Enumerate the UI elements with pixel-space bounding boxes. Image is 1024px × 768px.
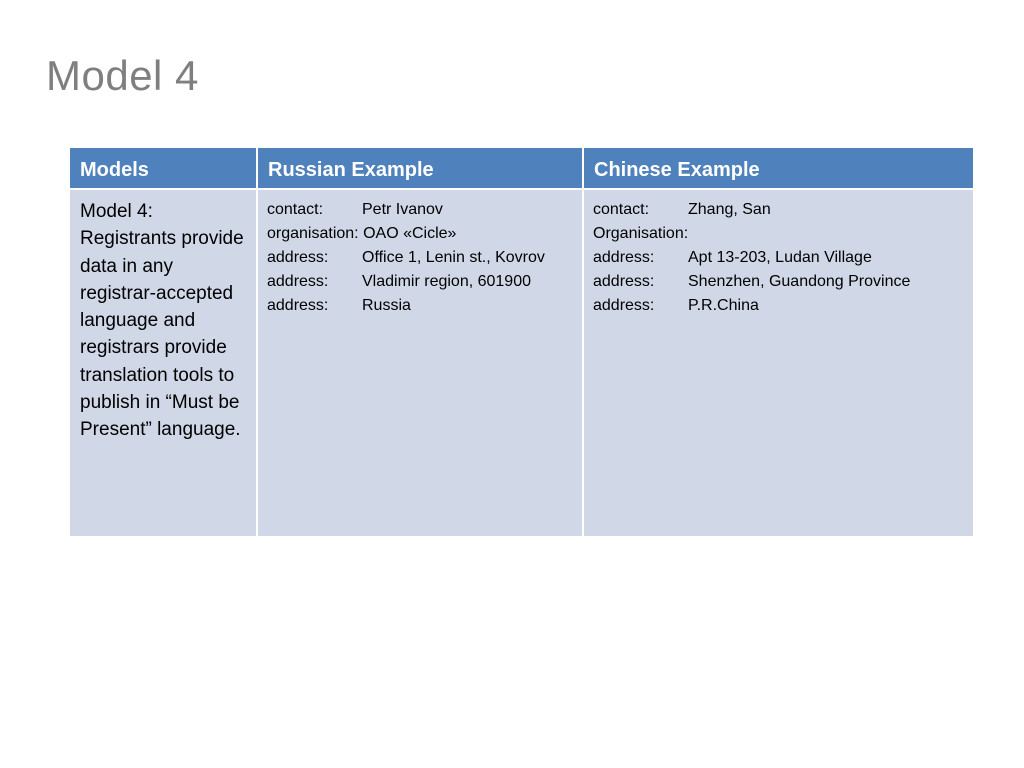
chinese-line-address-1	[593, 246, 964, 270]
russian-contact-key: contact:	[267, 201, 324, 218]
russian-contact-value: Petr Ivanov	[362, 201, 443, 218]
chinese-address-value: Shenzhen, Guandong Province	[688, 273, 911, 290]
russian-address-key: address:	[267, 297, 329, 314]
chinese-line-organisation	[593, 222, 964, 246]
russian-address-key: address:	[267, 249, 329, 266]
russian-address-key: address:	[267, 273, 329, 290]
chinese-example-cell	[583, 189, 974, 537]
russian-organisation-value: OAO «Cicle»	[363, 225, 457, 242]
russian-line-address-3	[267, 294, 573, 318]
russian-line-address-1	[267, 246, 573, 270]
slide-title: Model 4	[46, 52, 199, 99]
russian-line-contact	[267, 198, 573, 222]
russian-example-cell	[257, 189, 583, 537]
model-description-cell	[69, 189, 257, 537]
russian-address-value: Vladimir region, 601900	[362, 273, 531, 290]
models-table	[68, 146, 975, 538]
russian-line-organisation	[267, 222, 573, 246]
russian-address-value: Office 1, Lenin st., Kovrov	[362, 249, 545, 266]
russian-line-address-2	[267, 270, 573, 294]
chinese-address-key: address:	[593, 249, 655, 266]
chinese-line-address-2	[593, 270, 964, 294]
header-russian-example: Russian Example	[257, 147, 583, 189]
chinese-contact-key: contact:	[593, 201, 650, 218]
chinese-address-value: Apt 13-203, Ludan Village	[688, 249, 872, 266]
chinese-address-value: P.R.China	[688, 297, 759, 314]
chinese-address-key: address:	[593, 273, 655, 290]
header-models: Models	[69, 147, 257, 189]
chinese-contact-value: Zhang, San	[688, 201, 771, 218]
russian-organisation-key: organisation:	[267, 225, 359, 242]
russian-address-value: Russia	[362, 297, 411, 314]
chinese-organisation-key: Organisation:	[593, 225, 689, 242]
header-chinese-example: Chinese Example	[583, 147, 974, 189]
chinese-address-key: address:	[593, 297, 655, 314]
table-header-row	[69, 147, 974, 189]
chinese-line-address-3	[593, 294, 964, 318]
table-row	[69, 189, 974, 537]
chinese-line-contact	[593, 198, 964, 222]
model-description: Model 4: Registrants provide data in any registrar-accepted language and registrars provide translation tools to publish in “Must be Present” language.	[80, 201, 244, 441]
